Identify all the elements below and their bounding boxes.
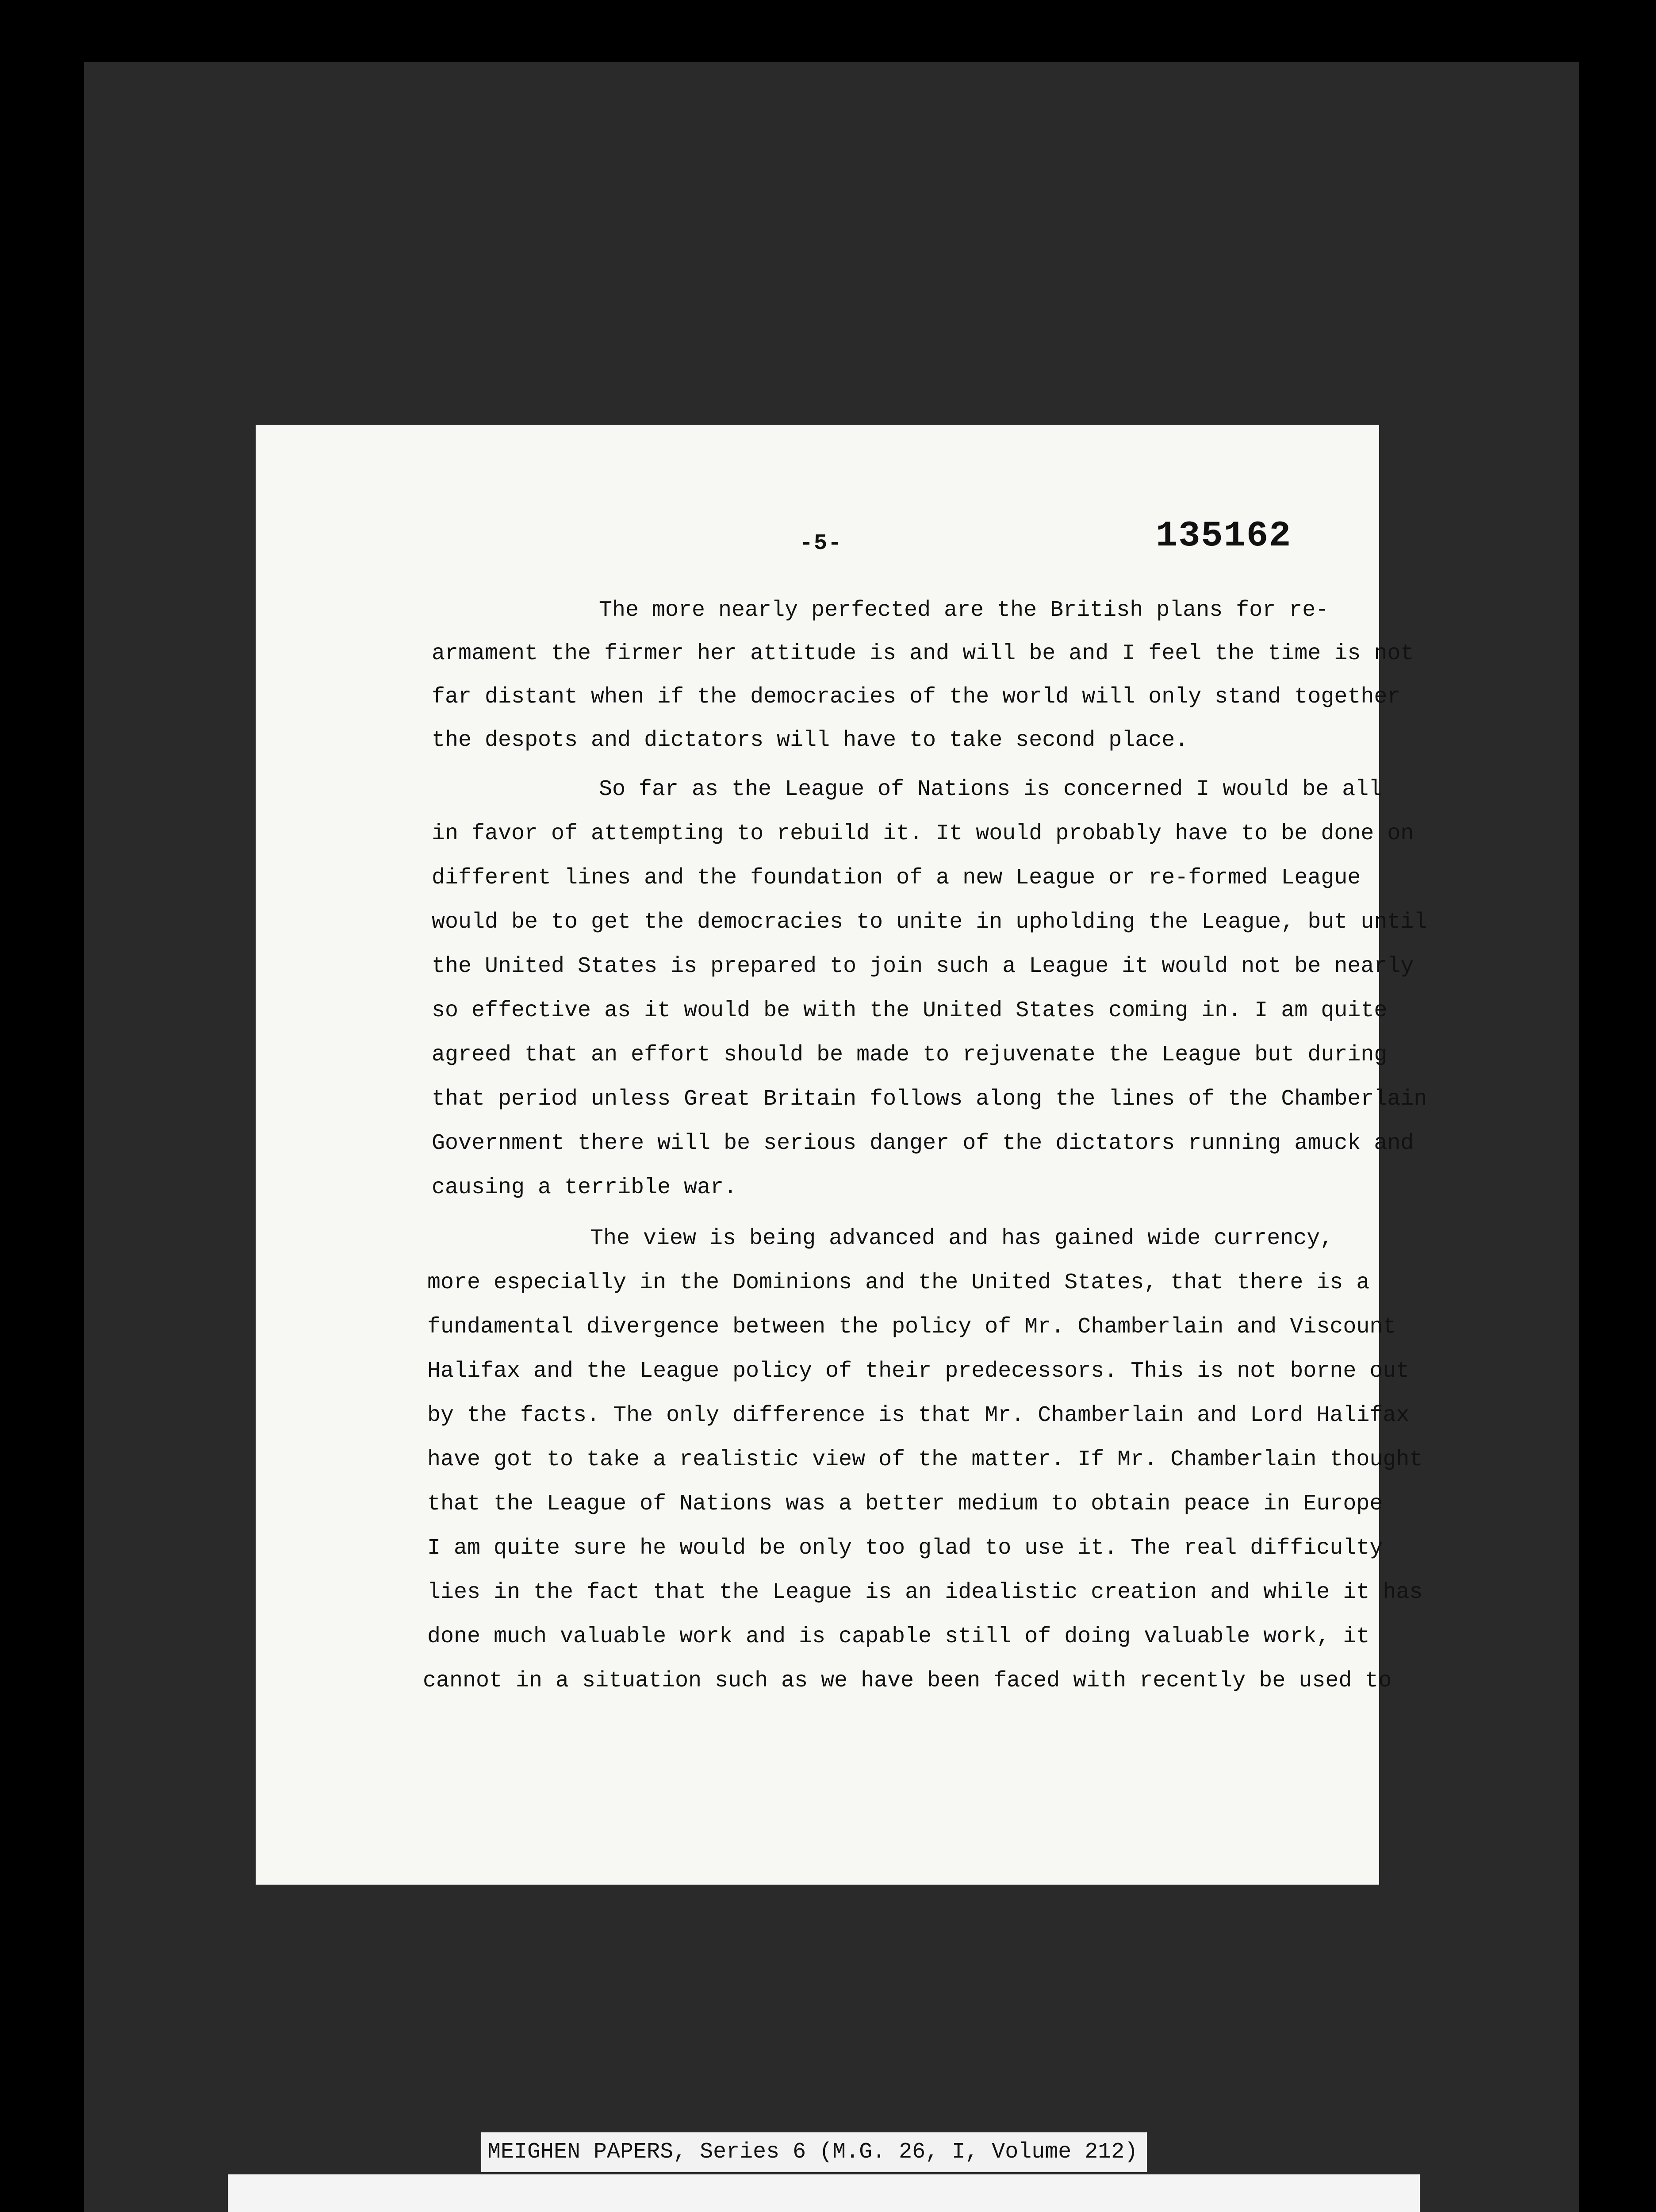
text-line: that period unless Great Britain follows along the lines of the Chamberlain [432,1087,1427,1112]
text-line: agreed that an effort should be made to rejuvenate the League but during [432,1042,1388,1068]
text-line: causing a terrible war. [432,1175,737,1200]
text-line: far distant when if the democracies of the world will only stand together [432,684,1401,710]
text-line: I am quite sure he would be only too glad to use it. The real difficulty [427,1536,1383,1561]
text-line: different lines and the foundation of a new League or re-formed League [432,865,1361,891]
text-line: by the facts. The only difference is that Mr. Chamberlain and Lord Halifax [427,1403,1410,1428]
text-line: cannot in a situation such as we have been faced with recently be used to [423,1668,1392,1694]
text-line: fundamental divergence between the policy of Mr. Chamberlain and Viscount [427,1314,1396,1340]
text-line: the United States is prepared to join such a League it would not be nearly [432,954,1414,979]
text-line: armament the firmer her attitude is and will be and I feel the time is not [432,641,1414,666]
text-line: done much valuable work and is capable still of doing valuable work, it [427,1624,1370,1649]
text-line: lies in the fact that the League is an idealistic creation and while it has [427,1580,1423,1605]
text-line: so effective as it would be with the United States coming in. I am quite [432,998,1388,1023]
letter-page [256,425,1427,1885]
text-line: The more nearly perfected are the British plans for re- [599,598,1329,623]
text-line: Halifax and the League policy of their predecessors. This is not borne out [427,1359,1410,1384]
document-number: 135162 [1156,515,1292,557]
text-line: that the League of Nations was a better medium to obtain peace in Europe [427,1491,1383,1517]
archive-stamp-card [228,2174,1420,2212]
collection-caption: MEIGHEN PAPERS, Series 6 (M.G. 26, I, Volume 212) [481,2132,1147,2172]
text-line: Government there will be serious danger of the dictators running amuck and [432,1131,1414,1156]
text-line: the despots and dictators will have to take second place. [432,728,1188,753]
text-line: would be to get the democracies to unite in upholding the League, but until [432,910,1427,935]
text-line: The view is being advanced and has gained wide currency, [590,1226,1334,1251]
text-line: So far as the League of Nations is concerned I would be all [599,777,1382,802]
page-number: -5- [800,531,843,556]
text-line: more especially in the Dominions and the United States, that there is a [427,1270,1370,1295]
text-line: have got to take a realistic view of the matter. If Mr. Chamberlain thought [427,1447,1423,1472]
text-line: in favor of attempting to rebuild it. It would probably have to be done on [432,821,1414,846]
